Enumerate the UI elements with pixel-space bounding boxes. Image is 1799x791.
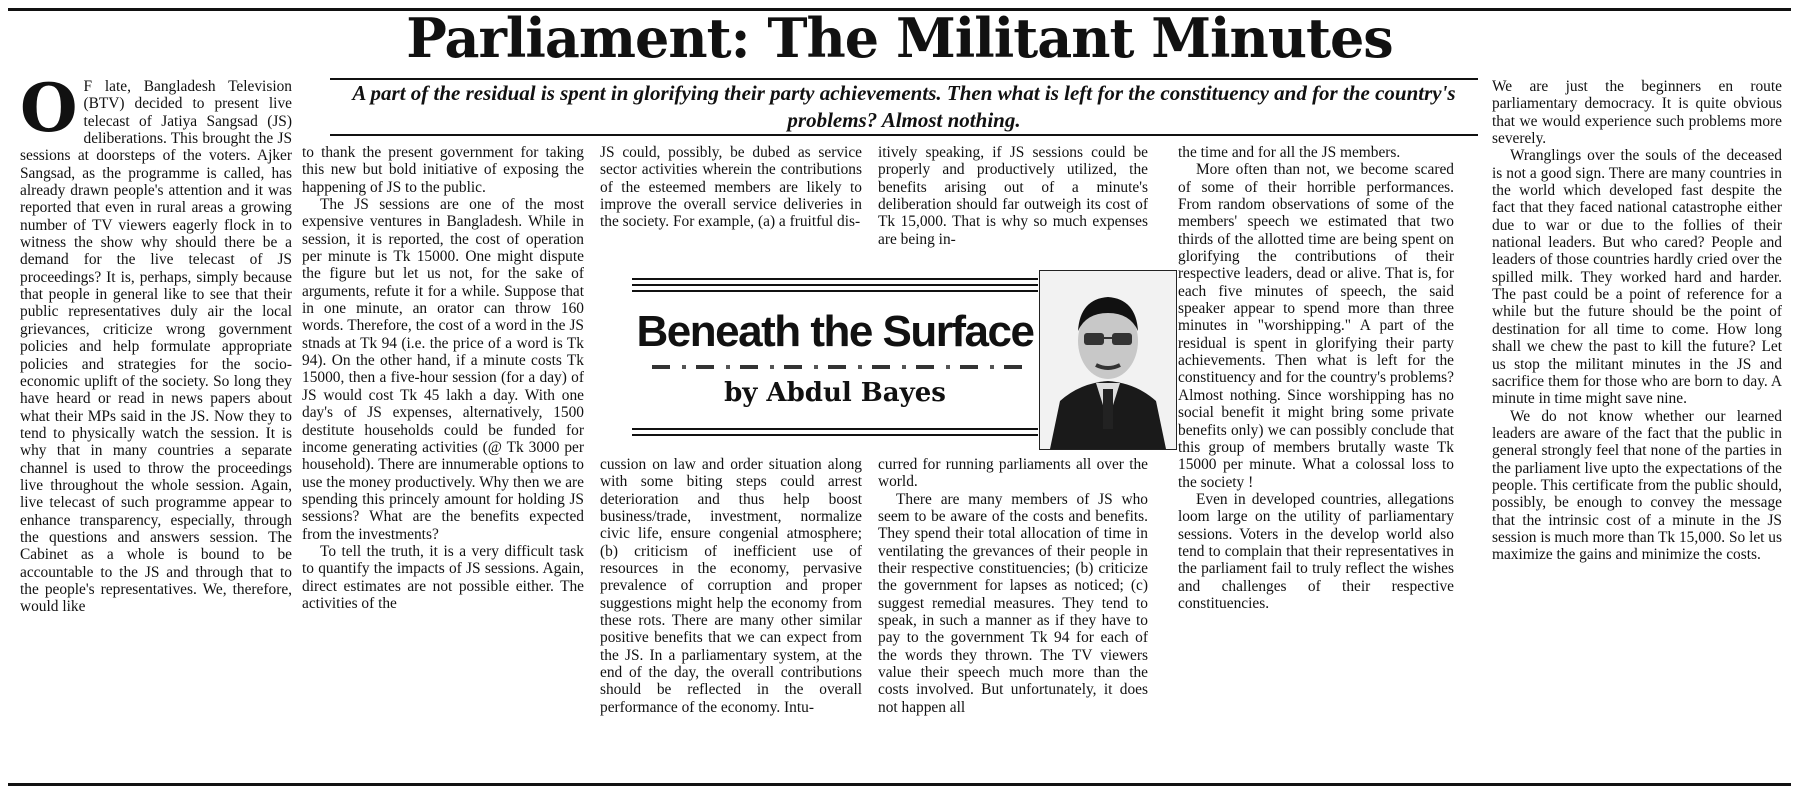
column-6: [1492, 78, 1782, 778]
column-1-paragraph: F late, Bangladesh Television (BTV) decided to present live telecast of Jatiya Sangsad (JS) deliberations. This brought the JS sessions at doorsteps of the voters. Ajker Sangsad, as the programme is called, has already drawn people's attention and it was reported that even in rural areas a growing number of TV viewers eagerly flock in to witness the show why should there be a demand for the live telecast of JS proceedings? It is, perhaps, simply because that people in general like to see that their public representatives duly air the local grievances, criticize wrong government policies and help formulate appropriate policies and strategies for the socio-economic uplift of the society. So long they have heard or read in news papers about what their MPs said in the JS. Now they to tend to physically watch the session. It is why that in many countries a separate channel is used to throw the proceedings live throughout the whole session. Again, live telecast of such programme appear to enhance transparency, especially, through the questions and answers session. The Cabinet as a whole is bound to be accountable to the JS and through that to the people's representatives. We, therefore, would like: [20, 78, 292, 616]
column-6-paragraph-2: Wranglings over the souls of the deceased is not a good sign. There are many countries in the world which developed fast despite the fact that they faced national catastrophe either due to war or due to the follies of their national leaders. But who cared? People and leaders of those countries hardly cried over the spilled milk. They worked hard and harder. The past could be a point of reference for a while but the future should be the point of destination for all time to come. How long shall we chew the past to kill the future? Let us stop the militant minutes in the JS and sacrifice them for those who are born to day. A minute in time might save nine.: [1492, 147, 1782, 408]
column-5-paragraph-2: More often than not, we become scared of some of their horrible performances. From random observations of some of the members' speech we estimated that two thirds of the allotted time are being spent on glorifying the contributions of their respective leaders, dead or alive. That is, for each five minutes of speech, the said speaker appear to spend more than three minutes in "worshipping." A part of the residual is spent in glorifying their party achievements. Then what is left for the constituency and for the country's problems? Almost nothing. Since worshipping has no social benefit it might bring some private benefits only) we can possibly conclude that this group of members brutally waste Tk 15000 per minute. What a colossal loss to the society !: [1178, 161, 1454, 491]
headline: Parliament: The Militant Minutes: [406, 6, 1393, 70]
bottom-rule: [8, 783, 1791, 786]
dropcap: O: [20, 78, 78, 147]
box-rule: [632, 290, 1038, 292]
column-3-top-paragraph: JS could, possibly, be dubed as service sector activities wherein the contributions of the esteemed members are likely to improve the overall service deliveries in the society. For example, (a) a fruitful dis-: [600, 144, 862, 231]
column-6-paragraph-3: We do not know whether our learned leaders are aware of the fact that the public in general strongly feel that none of the parties in the parliament live upto the expectations of the people. This certificate from the public should, possibly, be enough to convey the message that the intrinsic cost of a minute in the JS session is much more than Tk 15,000. So let us maximize the gains and minimize the costs.: [1492, 407, 1782, 564]
column-3-bottom-paragraph: cussion on law and order situation along with some biting steps could arrest deterioration and thus help boost business/trade, investment, normalize civic life, ensure congenial atmosphere; (b) criticism of inefficient use of resources in the economy, pervasive prevalence of corruption and proper suggestions might help the economy from these rots. There are many other similar positive benefits that we can expect from the JS. In a parliamentary system, at the end of the day, the overall contributions should be reflected in the overall performance of the economy. Intu-: [600, 456, 862, 716]
column-3-bottom: [600, 456, 862, 778]
column-6-paragraph-1: We are just the beginners en route parliamentary democracy. It is quite obvious that we would experience such problems more severely.: [1492, 78, 1782, 148]
column-2: [302, 144, 584, 778]
column-5: [1178, 144, 1454, 778]
box-rule: [632, 434, 1038, 436]
column-header-box: [632, 270, 1172, 448]
column-title: Beneath the Surface: [636, 307, 1034, 356]
column-2-paragraph-1: to thank the present government for taking this new but bold initiative of exposing the happening of JS to the public.: [302, 144, 584, 196]
column-1: [20, 78, 292, 778]
column-4-top: [878, 144, 1148, 264]
column-4-bottom-paragraph-1: curred for running parliaments all over the world.: [878, 456, 1148, 491]
column-4-top-paragraph: itively speaking, if JS sessions could be properly and productively utilized, the benefits arising out of a minute's deliberation should far outweigh its cost of Tk 15,000. That is why so much expenses are being in-: [878, 144, 1148, 248]
column-2-paragraph-3: To tell the truth, it is a very difficult task to quantify the impacts of JS sessions. Again, direct estimates are not possible either. The activities of the: [302, 542, 584, 612]
author-photo: [1039, 270, 1177, 450]
box-rule: [632, 428, 1038, 430]
column-5-paragraph-3: Even in developed countries, allegations loom large on the utility of parliamentary sessions. Voters in the develop world also tend to complain that their representatives in the parliament fail to truly reflect the wishes and challenges of their respective constituencies.: [1178, 490, 1454, 612]
standfirst-rule-bottom: [330, 134, 1478, 136]
box-rule: [632, 284, 1038, 286]
column-2-paragraph-2: The JS sessions are one of the most expensive ventures in Bangladesh. While in session, it is reported, the cost of operation per minute is Tk 15000. One might dispute the figure but let us not, for the sake of arguments, refute it for a while. Suppose that in one minute, an orator can throw 160 words. Therefore, the cost of a word in the JS stnads at Tk 94 (i.e. the price of a word is Tk 94). On the other hand, if a minute costs Tk 15000, then a five-hour session (for a day) of JS would cost Tk 45 lakh a day. With one day's of JS expenses, alternatively, 1500 destitute households could be funded for income generating activities (@ Tk 3000 per household). There are innumerable options to use the money productively. Why then we are spending this princely amount for holding JS sessions? What are the benefits expected from the investments?: [302, 196, 584, 543]
byline: by Abdul Bayes: [724, 378, 946, 408]
column-4-bottom-paragraph-2: There are many members of JS who seem to be aware of the costs and benefits. They spend their total allocation of time in ventilating the grevances of their people in their respective constituencies; (b) criticize the government for lapses as noticed; (c) suggest remedial measures. They tend to speak, in such a manner as if they have to pay to the government Tk 94 for each of the words they thrown. The TV viewers value their speech much more than the costs involved. But unfortunately, it does not happen all: [878, 490, 1148, 716]
column-3-top: [600, 144, 862, 264]
decorative-dashes: [652, 365, 1022, 369]
box-rule: [632, 278, 1038, 280]
column-5-paragraph-1: the time and for all the JS members.: [1178, 144, 1401, 161]
standfirst: A part of the residual is spent in glorifying their party achievements. Then what is left for the constituency and for the country's problems? Almost nothing.: [352, 81, 1456, 132]
column-4-bottom: [878, 456, 1148, 778]
